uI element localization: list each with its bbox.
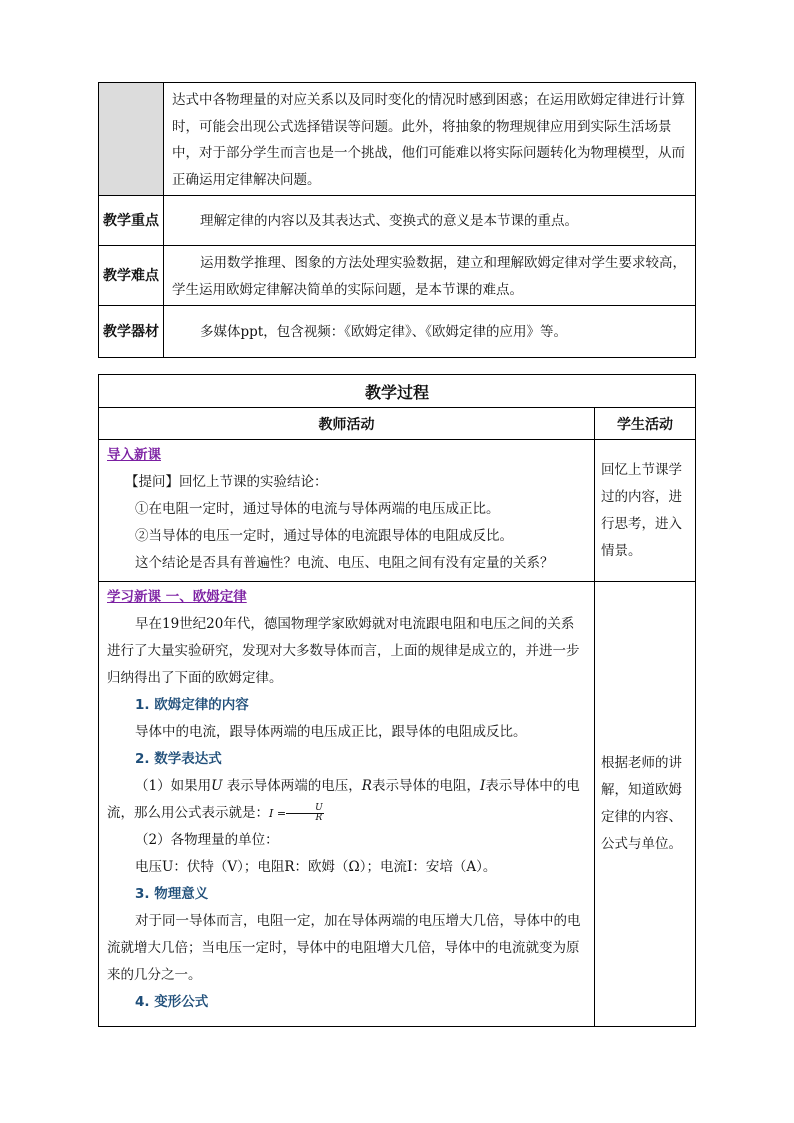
materials-text: 多媒体ppt，包含视频：《欧姆定律》、《欧姆定律的应用》等。 bbox=[164, 306, 696, 358]
units-heading: （2）各物理量的单位： bbox=[135, 832, 279, 848]
new-lesson-heading: 学习新课 一、欧姆定律 bbox=[107, 589, 247, 605]
expr-text-a: （1）如果用 bbox=[135, 778, 212, 794]
process-title: 教学过程 bbox=[99, 375, 696, 408]
math-expression-heading: 2. 数学表达式 bbox=[135, 751, 222, 767]
formula-denominator: R bbox=[315, 813, 323, 823]
difficulty-label: 教学难点 bbox=[99, 246, 164, 306]
units-text: 电压U：伏特（V）；电阻R：欧姆（Ω）；电流I：安培（A）。 bbox=[135, 859, 497, 875]
symbol-r: R bbox=[361, 778, 372, 794]
expr-text-e: 表示导体的电阻， bbox=[371, 778, 480, 794]
expression-paragraph bbox=[107, 773, 586, 827]
key-points-text: 理解定律的内容以及其表达式、变换式的意义是本节课的重点。 bbox=[164, 196, 696, 246]
derived-formula-heading: 4. 变形公式 bbox=[135, 994, 209, 1010]
intro-teacher-cell bbox=[99, 440, 595, 582]
intro-point-1: ①在电阻一定时，通过导体的电流与导体两端的电压成正比。 bbox=[135, 501, 500, 517]
analysis-text: 达式中各物理量的对应关系以及同时变化的情况时感到困惑；在运用欧姆定律进行计算时，可能会出现公式选择错误等问题。此外，将抽象的物理规律应用到实际生活场景中，对于部分学生而言也是一个挑战，他们可能难以将实际问题转化为物理模型，从而正确运用定律解决问题。 bbox=[164, 83, 696, 196]
lesson-info-table bbox=[98, 82, 696, 358]
physical-meaning-heading: 3. 物理意义 bbox=[135, 886, 209, 902]
intro-heading: 导入新课 bbox=[107, 447, 161, 463]
expr-text-c: 表示导体两端的电压， bbox=[222, 778, 362, 794]
intro-question-2: 这个结论是否具有普遍性？电流、电压、电阻之间有没有定量的关系？ bbox=[135, 555, 554, 571]
intro-point-2: ②当导体的电压一定时，通过导体的电流跟导体的电阻成反比。 bbox=[135, 528, 513, 544]
ohm-law-content-text: 导体中的电流，跟导体两端的电压成正比，跟导体的电阻成反比。 bbox=[135, 724, 527, 740]
materials-label: 教学器材 bbox=[99, 306, 164, 358]
formula-fraction bbox=[286, 804, 324, 823]
intro-question: 【提问】回忆上节课的实验结论： bbox=[125, 474, 328, 490]
symbol-u: U bbox=[211, 778, 223, 794]
new-lesson-student-cell: 根据老师的讲解，知道欧姆定律的内容、公式与单位。 bbox=[595, 582, 696, 1027]
symbol-i: I bbox=[479, 778, 486, 794]
new-lesson-teacher-cell bbox=[99, 582, 595, 1027]
intro-student-cell: 回忆上节课学过的内容，进行思考，进入情景。 bbox=[595, 440, 696, 582]
expr-text-g: 表示导体中的电流，那么用公式表示就是： bbox=[107, 778, 580, 821]
teacher-activity-header: 教师活动 bbox=[99, 408, 595, 440]
student-activity-header: 学生活动 bbox=[595, 408, 696, 440]
analysis-label-cell bbox=[99, 83, 164, 196]
key-points-label: 教学重点 bbox=[99, 196, 164, 246]
teaching-process-table bbox=[98, 374, 696, 1027]
ohm-history-paragraph: 早在19世纪20年代，德国物理学家欧姆就对电流跟电阻和电压之间的关系进行了大量实验研究，发现对大多数导体而言，上面的规律是成立的，并进一步归纳得出了下面的欧姆定律。 bbox=[107, 616, 580, 686]
formula-numerator: U bbox=[286, 804, 324, 814]
formula-lhs: I = bbox=[269, 807, 287, 820]
difficulty-text: 运用数学推理、图象的方法处理实验数据，建立和理解欧姆定律对学生要求较高，学生运用欧姆定律解决简单的实际问题，是本节课的难点。 bbox=[164, 246, 696, 306]
ohm-law-content-heading: 1. 欧姆定律的内容 bbox=[135, 697, 249, 713]
physical-meaning-text: 对于同一导体而言，电阻一定，加在导体两端的电压增大几倍，导体中的电流就增大几倍；当电压一定时，导体中的电阻增大几倍，导体中的电流就变为原来的几分之一。 bbox=[107, 913, 581, 983]
